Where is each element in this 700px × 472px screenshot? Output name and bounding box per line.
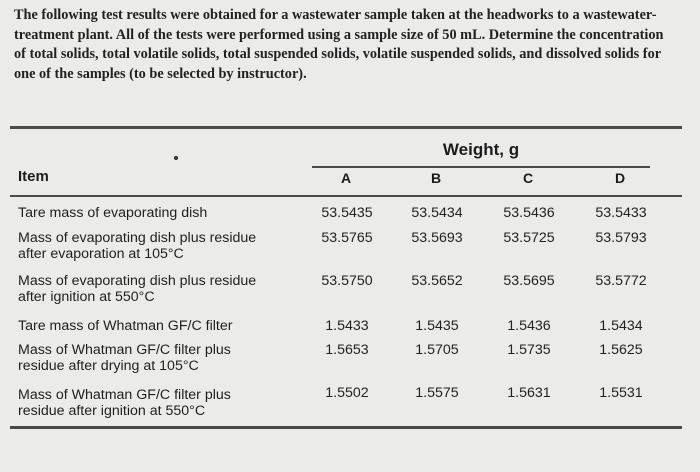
cell-b: 53.5434 [411,205,463,221]
cell-a: 53.5765 [321,230,373,246]
cell-c: 53.5436 [503,205,555,221]
row-label-dish-ignition: Mass of evaporating dish plus residue after ignition at 550°C [18,273,257,305]
cell-b: 53.5693 [411,230,463,246]
row-label-tare-dish: Tare mass of evaporating dish [18,205,208,221]
cell-c: 1.5631 [507,385,551,401]
cell-a: 1.5433 [325,318,369,334]
cell-a: 53.5750 [321,273,373,289]
cell-a: 1.5653 [325,342,369,358]
cell-b: 1.5575 [415,385,459,401]
row-label-filter-drying: Mass of Whatman GF/C filter plus residue after drying at 105°C [18,342,231,374]
column-header-a: A [340,170,352,186]
column-header-b: B [430,170,442,186]
cell-b: 1.5705 [415,342,459,358]
row-label-dish-evap: Mass of evaporating dish plus residue after evaporation at 105°C [18,230,257,262]
cell-a: 1.5502 [325,385,369,401]
column-header-d: D [614,170,626,186]
weight-header: Weight, g [442,140,520,159]
row-label-tare-filter: Tare mass of Whatman GF/C filter [18,318,233,334]
cell-d: 53.5772 [595,273,647,289]
cell-b: 1.5435 [415,318,459,334]
column-header-c: C [522,170,534,186]
table-top-rule [10,126,682,129]
cell-d: 1.5531 [599,385,643,401]
item-header: Item [18,168,49,185]
cell-a: 53.5435 [321,205,373,221]
cell-d: 53.5793 [595,230,647,246]
weight-header-rule [312,166,650,168]
cell-d: 1.5625 [599,342,643,358]
cell-d: 53.5433 [595,205,647,221]
cell-c: 53.5695 [503,273,555,289]
problem-statement: The following test results were obtained for a wastewater sample taken at the headworks to a wastewater-treatment plant. All of the tests were performed using a sample size of 50 mL. Determine the concentration of total solids, total volatile solids, total suspended solids, volatile suspended solids, and dissolved solids for one of the samples (to be selected by instructor). [14,7,664,82]
cell-c: 1.5735 [507,342,551,358]
stray-dot [174,156,178,160]
row-label-filter-ignition: Mass of Whatman GF/C filter plus residue after ignition at 550°C [18,387,231,419]
cell-c: 53.5725 [503,230,555,246]
cell-d: 1.5434 [599,318,643,334]
header-rule [10,195,682,197]
table-bottom-rule [10,426,682,429]
cell-b: 53.5652 [411,273,463,289]
cell-c: 1.5436 [507,318,551,334]
